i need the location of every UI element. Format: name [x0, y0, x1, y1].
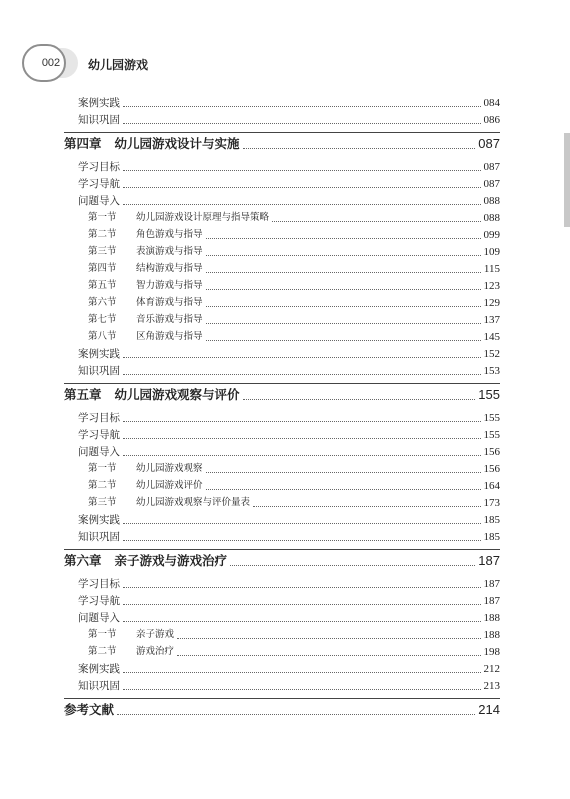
dot-leader: [123, 374, 481, 375]
toc-subitem-entry[interactable]: [78, 194, 500, 208]
entry-page-number: 086: [483, 114, 500, 126]
entry-page-number: 088: [483, 195, 500, 207]
toc-section-entry[interactable]: [88, 262, 500, 276]
entry-label: 案例实践: [78, 97, 120, 109]
toc-section-entry[interactable]: [88, 296, 500, 310]
dot-leader: [272, 221, 480, 222]
section-number: 第六节: [88, 297, 117, 308]
entry-label: 第四章 幼儿园游戏设计与实施: [64, 136, 240, 151]
entry-page-number: 212: [483, 663, 500, 675]
toc-subitem-entry[interactable]: [78, 611, 500, 625]
entry-label: 幼儿园游戏观察: [136, 463, 203, 474]
entry-page-number: 087: [478, 136, 500, 151]
toc-chapter-entry[interactable]: [64, 702, 500, 718]
chapter-divider: [64, 132, 500, 133]
dot-leader: [206, 306, 481, 307]
entry-page-number: 156: [483, 446, 500, 458]
dot-leader: [123, 621, 481, 622]
entry-page-number: 099: [483, 229, 500, 241]
entry-label: 角色游戏与指导: [136, 229, 203, 240]
entry-label: 亲子游戏: [136, 629, 175, 640]
dot-leader: [206, 489, 481, 490]
toc-section-entry[interactable]: [88, 645, 500, 659]
entry-page-number: 188: [483, 612, 500, 624]
entry-page-number: 156: [483, 463, 500, 475]
entry-label: 智力游戏与指导: [136, 280, 203, 291]
toc-subitem-entry[interactable]: [78, 530, 500, 544]
section-number: 第三节: [88, 497, 117, 508]
toc-section-entry[interactable]: [88, 479, 500, 493]
section-number: 第七节: [88, 314, 117, 325]
dot-leader: [117, 714, 475, 715]
toc-subitem-entry[interactable]: [78, 177, 500, 191]
entry-label: 学习导航: [78, 178, 120, 190]
section-number: 第三节: [88, 246, 117, 257]
page-header: [22, 44, 322, 84]
section-number: 第四节: [88, 263, 117, 274]
toc-subitem-entry[interactable]: [78, 364, 500, 378]
entry-page-number: 185: [483, 531, 500, 543]
dot-leader: [123, 587, 481, 588]
entry-label: 案例实践: [78, 514, 120, 526]
toc-subitem-entry[interactable]: [78, 594, 500, 608]
entry-label: 学习目标: [78, 161, 120, 173]
entry-page-number: 187: [483, 578, 500, 590]
entry-page-number: 155: [483, 429, 500, 441]
dot-leader: [123, 604, 481, 605]
toc-section-entry[interactable]: [88, 211, 500, 225]
entry-page-number: 155: [483, 412, 500, 424]
section-number: 第一节: [88, 212, 117, 223]
dot-leader: [206, 238, 481, 239]
entry-page-number: 152: [483, 348, 500, 360]
toc-chapter-entry[interactable]: [64, 553, 500, 569]
page-number: 002: [41, 57, 61, 69]
dot-leader: [123, 170, 481, 171]
entry-label: 表演游戏与指导: [136, 246, 203, 257]
toc-section-entry[interactable]: [88, 313, 500, 327]
entry-label: 学习导航: [78, 429, 120, 441]
toc-chapter-entry[interactable]: [64, 136, 500, 152]
toc-subitem-entry[interactable]: [78, 96, 500, 110]
entry-label: 结构游戏与指导: [136, 263, 203, 274]
entry-label: 问题导入: [78, 195, 120, 207]
entry-label: 案例实践: [78, 348, 120, 360]
dot-leader: [230, 565, 475, 566]
dot-leader: [123, 523, 481, 524]
entry-page-number: 084: [483, 97, 500, 109]
dot-leader: [177, 655, 480, 656]
entry-label: 知识巩固: [78, 365, 120, 377]
toc-subitem-entry[interactable]: [78, 428, 500, 442]
dot-leader: [206, 255, 481, 256]
dot-leader: [177, 638, 480, 639]
dot-leader: [123, 689, 481, 690]
toc-subitem-entry[interactable]: [78, 679, 500, 693]
section-number: 第二节: [88, 480, 117, 491]
entry-label: 学习目标: [78, 412, 120, 424]
entry-label: 知识巩固: [78, 531, 120, 543]
entry-page-number: 145: [483, 331, 500, 343]
toc-subitem-entry[interactable]: [78, 577, 500, 591]
toc-subitem-entry[interactable]: [78, 160, 500, 174]
toc-section-entry[interactable]: [88, 279, 500, 293]
toc-subitem-entry[interactable]: [78, 662, 500, 676]
entry-page-number: 123: [483, 280, 500, 292]
dot-leader: [206, 340, 481, 341]
section-number: 第五节: [88, 280, 117, 291]
entry-label: 知识巩固: [78, 680, 120, 692]
entry-page-number: 187: [483, 595, 500, 607]
toc-section-entry[interactable]: [88, 245, 500, 259]
dot-leader: [243, 148, 476, 149]
dot-leader: [123, 672, 481, 673]
dot-leader: [123, 187, 481, 188]
entry-label: 知识巩固: [78, 114, 120, 126]
entry-label: 问题导入: [78, 446, 120, 458]
entry-label: 音乐游戏与指导: [136, 314, 203, 325]
toc-subitem-entry[interactable]: [78, 411, 500, 425]
entry-page-number: 088: [483, 212, 500, 224]
chapter-divider: [64, 698, 500, 699]
chapter-divider: [64, 383, 500, 384]
toc-subitem-entry[interactable]: [78, 113, 500, 127]
dot-leader: [206, 323, 481, 324]
section-number: 第二节: [88, 646, 117, 657]
toc-subitem-entry[interactable]: [78, 513, 500, 527]
entry-label: 第六章 亲子游戏与游戏治疗: [64, 553, 228, 568]
thumb-tab: [564, 133, 570, 227]
chapter-divider: [64, 549, 500, 550]
dot-leader: [206, 472, 481, 473]
entry-page-number: 188: [483, 629, 500, 641]
entry-page-number: 109: [483, 246, 500, 258]
dot-leader: [243, 399, 476, 400]
entry-page-number: 213: [483, 680, 500, 692]
entry-label: 幼儿园游戏评价: [136, 480, 203, 491]
entry-page-number: 173: [483, 497, 500, 509]
entry-page-number: 185: [483, 514, 500, 526]
toc-section-entry[interactable]: [88, 462, 500, 476]
entry-label: 问题导入: [78, 612, 120, 624]
entry-label: 幼儿园游戏设计原理与指导策略: [136, 212, 270, 223]
dot-leader: [123, 204, 481, 205]
entry-label: 幼儿园游戏观察与评价量表: [136, 497, 251, 508]
section-number: 第一节: [88, 629, 117, 640]
toc-subitem-entry[interactable]: [78, 445, 500, 459]
toc-subitem-entry[interactable]: [78, 347, 500, 361]
entry-page-number: 153: [483, 365, 500, 377]
toc-section-entry[interactable]: [88, 228, 500, 242]
section-number: 第八节: [88, 331, 117, 342]
entry-label: 参考文献: [64, 702, 115, 717]
entry-page-number: 087: [483, 178, 500, 190]
entry-page-number: 129: [483, 297, 500, 309]
entry-label: 学习导航: [78, 595, 120, 607]
entry-page-number: 198: [483, 646, 500, 658]
dot-leader: [253, 506, 480, 507]
running-title: 幼儿园游戏: [88, 58, 149, 72]
section-number: 第一节: [88, 463, 117, 474]
dot-leader: [123, 455, 481, 456]
toc-chapter-entry[interactable]: [64, 387, 500, 403]
entry-label: 第五章 幼儿园游戏观察与评价: [64, 387, 240, 402]
dot-leader: [123, 106, 481, 107]
entry-page-number: 155: [478, 387, 500, 402]
toc-section-entry[interactable]: [88, 330, 500, 344]
section-number: 第二节: [88, 229, 117, 240]
entry-page-number: 115: [483, 263, 500, 275]
dot-leader: [123, 540, 481, 541]
dot-leader: [123, 421, 481, 422]
dot-leader: [123, 438, 481, 439]
entry-label: 案例实践: [78, 663, 120, 675]
dot-leader: [123, 123, 481, 124]
entry-page-number: 214: [478, 702, 500, 717]
entry-page-number: 164: [483, 480, 500, 492]
toc-section-entry[interactable]: [88, 628, 500, 642]
toc-section-entry[interactable]: [88, 496, 500, 510]
entry-label: 学习目标: [78, 578, 120, 590]
dot-leader: [206, 289, 481, 290]
entry-page-number: 087: [483, 161, 500, 173]
dot-leader: [123, 357, 481, 358]
entry-label: 游戏治疗: [136, 646, 175, 657]
entry-page-number: 187: [478, 553, 500, 568]
entry-label: 体育游戏与指导: [136, 297, 203, 308]
dot-leader: [206, 272, 481, 273]
entry-page-number: 137: [483, 314, 500, 326]
entry-label: 区角游戏与指导: [136, 331, 203, 342]
